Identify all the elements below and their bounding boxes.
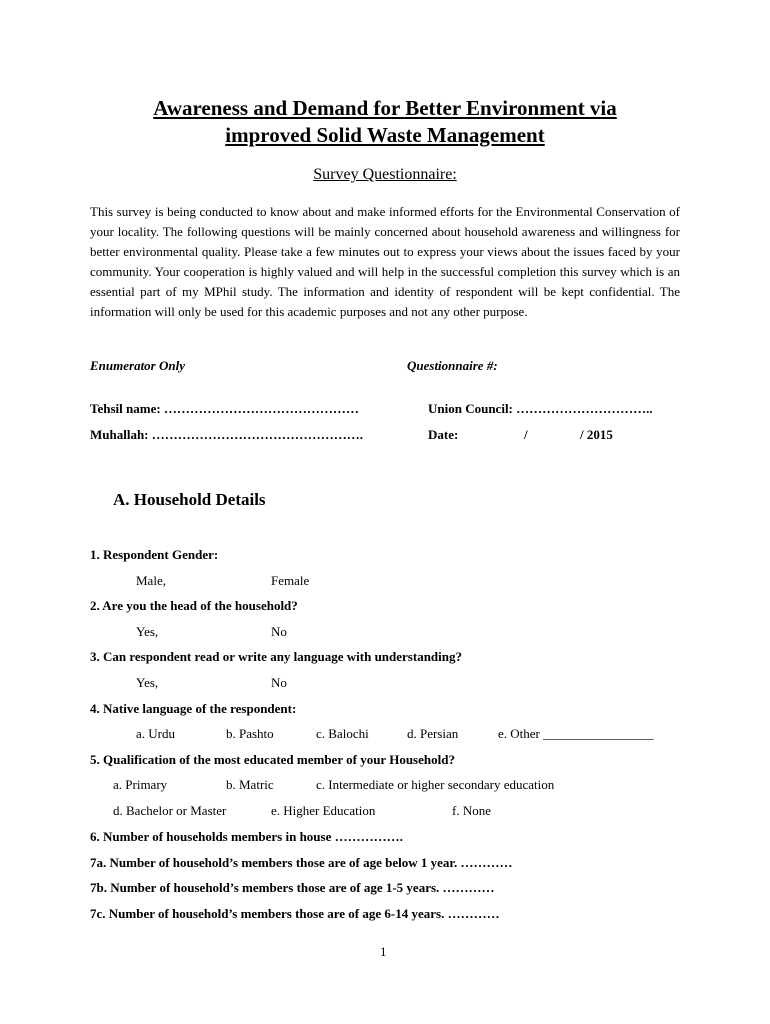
q1-label: 1. Respondent Gender: [90,547,219,562]
survey-subtitle: Survey Questionnaire: [313,166,457,183]
q1-option-male: Male, [136,573,166,588]
q3-option-no: No [271,675,287,690]
q4-option-balochi: c. Balochi [316,726,369,741]
questionnaire-number-label: Questionnaire #: [407,358,498,373]
q2-option-no: No [271,624,287,639]
tehsil-name-field: Tehsil name: ……………………………………… [90,401,359,416]
q4-option-pashto: b. Pashto [226,726,274,741]
q4-option-persian: d. Persian [407,726,459,741]
q1-option-female: Female [271,573,310,588]
date-year: / 2015 [580,427,613,442]
document-title-line-1: Awareness and Demand for Better Environment via [153,96,617,120]
q7a-label: 7a. Number of household’s members those are of age below 1 year. ………… [90,855,513,870]
section-a-heading: A. Household Details [113,490,266,509]
q7b-label: 7b. Number of household’s members those are of age 1-5 years. ………… [90,880,495,895]
q5-option-bachelor: d. Bachelor or Master [113,803,227,818]
q5-option-intermediate: c. Intermediate or higher secondary education [316,777,555,792]
q2-option-yes: Yes, [136,624,159,639]
q5-option-matric: b. Matric [226,777,274,792]
q4-label: 4. Native language of the respondent: [90,701,297,716]
date-label: Date: [428,427,459,442]
q3-option-yes: Yes, [136,675,159,690]
intro-paragraph: This survey is being conducted to know about and make informed efforts for the Environmental Conservation of your locality. The following questions will be mainly concerned about household awareness and willingness for better environmental quality. Please take a few minutes out to express your views about the issues faced by your community. Your cooperation is highly valued and will help in the successful completion this survey which is an essential part of my MPhil study. The information and identity of respondent will be kept confidential. The information will only be used for this academic purposes and not any other purpose. [90,204,680,319]
enumerator-only-label: Enumerator Only [90,358,185,373]
q7c-label: 7c. Number of household’s members those are of age 6-14 years. ………… [90,906,500,921]
q3-label: 3. Can respondent read or write any language with understanding? [90,649,462,664]
q5-option-higher-education: e. Higher Education [271,803,376,818]
union-council-field: Union Council: ………………………….. [428,401,653,416]
q5-option-none: f. None [452,803,491,818]
q4-option-other: e. Other _________________ [498,726,654,741]
q2-label: 2. Are you the head of the household? [90,598,298,613]
q6-label: 6. Number of households members in house ……………. [90,829,403,844]
document-title-line-2: improved Solid Waste Management [225,123,545,147]
q4-option-urdu: a. Urdu [136,726,175,741]
q5-option-primary: a. Primary [113,777,168,792]
page-number: 1 [380,944,387,959]
date-separator-1: / [524,427,528,442]
muhallah-field: Muhallah: …………………………………………. [90,427,364,442]
q5-label: 5. Qualification of the most educated member of your Household? [90,752,455,767]
